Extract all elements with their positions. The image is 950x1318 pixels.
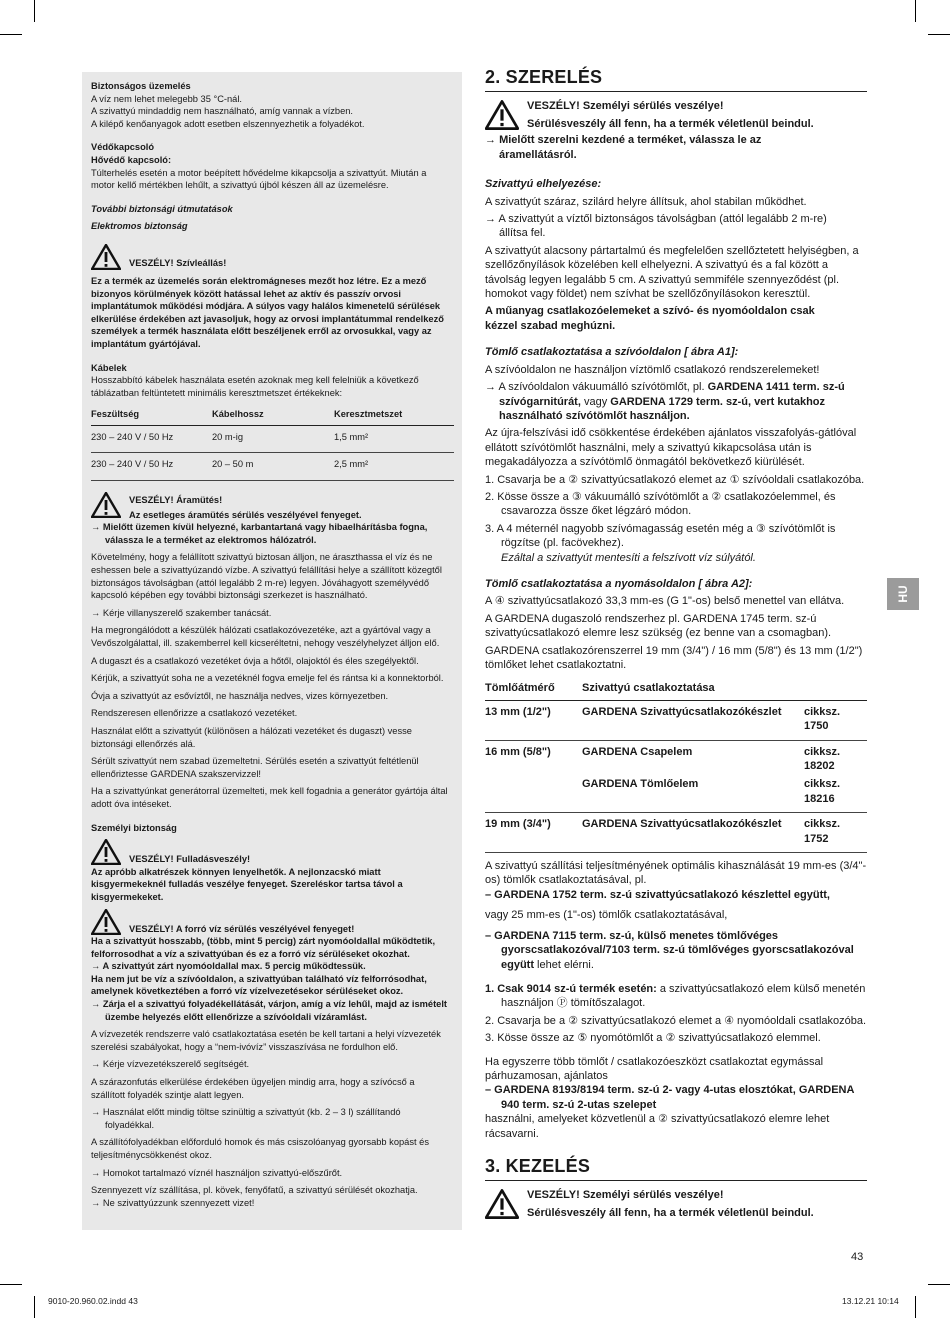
- arrow-item: → Ne szivattyúzzunk szennyezett vizet!: [91, 1197, 255, 1208]
- paragraph: Szennyezett víz szállítása, pl. kövek, fenyőfatű, a szivattyú sérülését okozhatja.: [91, 1185, 418, 1196]
- warning-block: [91, 909, 451, 936]
- warning-triangle-icon: [91, 244, 121, 270]
- table-cell: 230 – 240 V / 50 Hz: [91, 425, 212, 453]
- table-cell: 2,5 mm²: [334, 453, 454, 481]
- warning-triangle-icon: [91, 839, 121, 865]
- arrow-right-icon: →: [91, 1059, 103, 1070]
- footer-file-info: 9010-20.960.02.indd 43: [48, 1296, 138, 1306]
- warning-block: [91, 839, 451, 866]
- section-title: Szivattyú elhelyezése:: [485, 178, 602, 191]
- table-row: [91, 425, 454, 453]
- right-column: [485, 67, 867, 1222]
- numbered-item: 1. Csavarja be a ② szivattyúcsatlakozó elemet az ① szívóoldali csatlakozóba.: [485, 473, 865, 486]
- hose-connection-table: [485, 678, 867, 853]
- paragraph: vagy 25 mm-es (1"-os) tömlők csatlakoztatásával,: [485, 909, 728, 922]
- arrow-right-icon: →: [91, 1167, 103, 1178]
- table-header: Feszültség: [91, 404, 212, 425]
- table-header: Szivattyú csatlakoztatása: [582, 678, 867, 700]
- warning-block: [91, 492, 451, 521]
- warning-block: [485, 1187, 867, 1222]
- table-cell: [485, 773, 582, 812]
- text-line: A kilépő kenőanyagok adott esetben elszennyezhetik a folyadékot.: [91, 118, 365, 129]
- table-row: [485, 700, 867, 740]
- paragraph: Túlterhelés esetén a motor beépített hővédelme kikapcsolja a szivattyút. Miután a motor kellő mértékben lehűlt, a szivattyú újból készen áll az üzemelésre.: [91, 167, 427, 191]
- table-cell: 16 mm (5/8"): [485, 745, 551, 758]
- arrow-right-icon: →: [91, 522, 103, 533]
- paragraph: használni, amelyeket közvetlenül a ② szivattyúcsatlakozó elemre lehet rácsavarni.: [485, 1113, 830, 1140]
- warning-body: Ha a szivattyút hosszabb, (több, mint 5 percig) zárt nyomóoldallal működtetik, felforrosodhat a víz a szivattyúban és ez a forró víz sérüléseket okozhat.: [91, 936, 436, 959]
- paragraph: Óvja a szivattyút az esővíztől, ne használja nedves, vizes környezetben.: [91, 690, 389, 701]
- paragraph: A dugaszt és a csatlakozó vezetéket óvja a hőtől, olajoktól és éles szegélyektől.: [91, 655, 419, 666]
- table-row: [91, 453, 454, 481]
- paragraph: A szívóoldalon ne használjon víztömlő csatlakozó rendszerelemeket!: [485, 363, 820, 376]
- table-row: [485, 740, 867, 773]
- crop-mark: [915, 0, 916, 22]
- paragraph: A szárazonfutás elkerülése érdekében ügyeljen mindig arra, hogy a szívócső a szállított folyadék szintje alatt legyen.: [91, 1077, 415, 1100]
- arrow-item: → Zárja el a szivattyú folyadékellátását, várjon, amíg a víz lehűl, majd az ismételt üzembe helyezés előtt ellenőrizze a szívóoldali vízáramlást.: [91, 999, 448, 1022]
- page-number: 43: [851, 1251, 864, 1263]
- table-row: [485, 813, 867, 853]
- paragraph: A szivattyú szállítási teljesítményének optimális kihasználását 19 mm-es (3/4"-os) tömlők csatlakoztatásával, pl.: [485, 860, 867, 887]
- arrow-item: → Homokot tartalmazó víznél használjon szivattyú-előszűrőt.: [91, 1167, 343, 1178]
- arrow-right-icon: →: [91, 961, 103, 972]
- paragraph: A szivattyút száraz, szilárd helyre állítsuk, ahol stabilan működhet.: [485, 195, 807, 208]
- paragraph: Rendszeresen ellenőrizze a csatlakozó vezetéket.: [91, 708, 298, 719]
- crop-mark: [915, 1296, 916, 1318]
- numbered-item: 3. A 4 méternél nagyobb szívómagasság esetén még a ③ szívótömlőt is rögzítse (pl. facövekhez).: [485, 522, 836, 550]
- arrow-right-icon: →: [91, 1107, 103, 1118]
- warning-triangle-icon: [485, 1189, 519, 1219]
- numbered-item: 3. Kösse össze az ⑤ nyomótömlőt a ② szivattyúcsatlakozó elemmel.: [485, 1032, 821, 1045]
- crop-mark: [0, 34, 22, 35]
- arrow-right-icon: →: [91, 1197, 103, 1208]
- language-tab: [887, 578, 919, 610]
- arrow-item: → Használat előtt mindig töltse szinültig a szivattyút (kb. 2 – 3 l) szállítandó folyadékkal.: [91, 1107, 401, 1130]
- paragraph: Sérült szivattyút nem szabad üzemeltetni. Sérülés esetén a szivattyút feltétlenül ellenőriztesse GARDENA szakszervizzel!: [91, 756, 419, 779]
- table-cell: cikksz. 1750: [804, 700, 867, 740]
- subsection-title: Hővédő kapcsoló:: [91, 154, 172, 165]
- paragraph: A műanyag csatlakozóelemeket a szívó- és nyomóoldalon csak kézzel szabad meghúzni.: [485, 305, 815, 332]
- paragraph: A szivattyút alacsony pártartalmú és megfelelően szellőztetett helyiségben, a szellőzőnyílások közelében kell elhelyezni. A szivattyú és a fal között a távolság legyen legalább 5 cm. A szivattyú semmiféle szennyeződést (pl. homokot vagy földet) nem szívhat be szellőzőnyílásokon keresztül.: [485, 244, 859, 301]
- table-header-row: [91, 404, 454, 425]
- warning-line: Sérülésveszély áll fenn, ha a termék véletlenül beindul.: [527, 1206, 814, 1219]
- table-header: Kábelhossz: [212, 404, 334, 425]
- numbered-item: 2. Kösse össze a ③ vákuumálló szívótömlőt a ② csatlakozóelemmel, és csavarozza össze őket légzáró módon.: [485, 490, 836, 518]
- paragraph: Követelmény, hogy a felállított szivattyú biztosan álljon, ne áraszthassa el víz és ne eshessen bele a szivattyúzandó vízbe. A szivattyú felállítási helye a szállított közegtől biztonságos távolságban (attól legalább 2 m-re) legyen. Jóváhagyott személyvédő kapcsoló képében egy további biztonsági szerkezet is használható.: [91, 552, 442, 601]
- paragraph: Kérjük, a szivattyút soha ne a vezetéknél fogva emelje fel és rántsa ki a konnektorból.: [91, 673, 444, 684]
- warning-block: [485, 98, 867, 133]
- dash-item: – GARDENA 7115 term. sz-ú, külső menetes tömlővéges gyorscsatlakozóval/7103 term. sz-ú tömlővéges gyorscsatlakozóval együtt lehet elérni.: [485, 929, 854, 971]
- table-cell: GARDENA Tömlőelem: [582, 773, 804, 812]
- arrow-item: → Mielőtt üzemen kívül helyezné, karbantartaná vagy hibaelhárításba fogna, válassza le a terméket az elektromos hálózatról.: [91, 522, 428, 545]
- numbered-item: 2. Csavarja be a ② szivattyúcsatlakozó elemet a ④ nyomóoldali csatlakozóba.: [485, 1014, 867, 1027]
- section-title: További biztonsági útmutatások: [91, 203, 233, 214]
- warning-title: VESZÉLY! Személyi sérülés veszélye!: [527, 100, 724, 113]
- warning-block: [91, 244, 451, 270]
- table-cell: GARDENA Csapelem: [582, 745, 693, 758]
- chapter-heading: 2. SZERELÉS: [485, 67, 603, 87]
- arrow-item: → A szívóoldalon vákuumálló szívótömlőt, pl. GARDENA 1411 term. sz-ú szívógarnitúrát, vagy GARDENA 1729 term. sz-ú, vert kutakhoz használható szívótömlőt használjon.: [485, 381, 845, 422]
- section-title: Biztonságos üzemelés: [91, 81, 191, 91]
- warning-body: Ha nem jut be víz a szívóoldalon, a szivattyúban található víz felforrósodhat, amelynek következtében a forró víz vízelvezetésekor sérüléseket okoz.: [91, 973, 427, 997]
- section-title: Védőkapcsoló: [91, 142, 155, 153]
- section-title: Tömlő csatlakoztatása a szívóoldalon [ ábra A1]:: [485, 346, 739, 359]
- arrow-item: → A szivattyút zárt nyomóoldallal max. 5 percig működtessük.: [91, 961, 366, 972]
- arrow-item: → A szivattyút a víztől biztonságos távolságban (attól legalább 2 m-re) állítsa fel.: [485, 213, 827, 240]
- chapter-heading: 3. KEZELÉS: [485, 1155, 591, 1176]
- dash-item: – GARDENA 8193/8194 term. sz-ú 2- vagy 4-utas elosztókat, GARDENA 940 term. sz-ú 2-utas szelepet: [485, 1084, 855, 1111]
- crop-mark: [928, 1284, 950, 1285]
- crop-mark: [0, 1284, 22, 1285]
- table-header-row: [485, 678, 867, 700]
- warning-triangle-icon: [485, 100, 519, 130]
- warning-title: VESZÉLY! Személyi sérülés veszélye!: [527, 1189, 724, 1202]
- warning-line: Az esetleges áramütés sérülés veszélyével fenyeget.: [129, 509, 362, 520]
- paragraph: A szállítófolyadékban előforduló homok és más csiszolóanyag gyorsabb kopást és teljesítménycsökkenést okoz.: [91, 1137, 429, 1160]
- warning-body: Az apróbb alkatrészek könnyen lenyelhetők. A nejlonzacskó miatt kisgyermekeknél fulladás veszélye fenyeget. Szereléskor tartsa távol a kisgyermekeket.: [91, 866, 403, 902]
- table-cell: 1,5 mm²: [334, 425, 454, 453]
- text-line: A víz nem lehet melegebb 35 °C-nál.: [91, 93, 243, 104]
- text-line: A szivattyú mindaddig nem használható, amíg vannak a vízben.: [91, 106, 354, 117]
- table-cell: cikksz. 1752: [804, 813, 867, 853]
- language-tab-label: HU: [896, 585, 910, 603]
- warning-title: VESZÉLY! Áramütés!: [129, 495, 223, 506]
- table-row: [485, 773, 867, 812]
- cable-table: [91, 404, 454, 481]
- note: Ezáltal a szivattyút mentesíti a felszívott víz súlyától.: [501, 551, 756, 564]
- crop-mark: [34, 0, 35, 22]
- paragraph: Ha a szivattyúnkat generátorral üzemelteti, mek kell fogadnia a generátor gyártója által adott óva intéseket.: [91, 786, 448, 809]
- numbered-item: 1. Csak 9014 sz-ú termék esetén: a szivattyúcsatlakozó elem külső menetén használjon Ⓟ tömítőszalagot.: [485, 982, 866, 1010]
- paragraph: Ha megrongálódott a készülék hálózati csatlakozóvezetéke, azt a gyártóval vagy a Vevőszolgálattal, ill. szakemberrel kell kicseréltetni, nehogy veszélyhelyzet álljon elő.: [91, 625, 440, 648]
- warning-body: Ez a termék az üzemelés során elektromágneses mezőt hoz létre. Ez a mező bizonyos körülmények között hatással lehet az aktív és passzív orvosi implantátumok működési módjára. A súlyos vagy halálos kimenetelű sérülések elkerülése érdekében azt javasoljuk, hogy az orvosi implantátummal rendelkező személyek a termék használata előtt beszéljenek erről az orvosukkal, vagy az implantátum gyártójával.: [91, 275, 444, 349]
- paragraph: A vízvezeték rendszerre való csatlakoztatása esetén be kell tartani a helyi vízvezeték szerelési szabályokat, hogy a “nem-ivóvíz” visszaszívása ne fordulhon elő.: [91, 1029, 441, 1052]
- table-cell: cikksz. 18202: [804, 745, 841, 773]
- section-title: Kábelek: [91, 362, 127, 373]
- paragraph: A ④ szivattyúcsatlakozó 33,3 mm-es (G 1"-os) belső menettel van ellátva.: [485, 595, 845, 608]
- section-title: Tömlő csatlakoztatása a nyomásoldalon [ ábra A2]:: [485, 577, 753, 590]
- dash-item: – GARDENA 1752 term. sz-ú szivattyúcsatlakozó készlettel együtt,: [485, 888, 830, 901]
- table-header: Tömlőátmérő: [485, 678, 582, 700]
- arrow-right-icon: →: [91, 999, 103, 1010]
- table-cell: cikksz. 18216: [804, 773, 867, 812]
- table-cell: 20 – 50 m: [212, 453, 334, 481]
- footer-timestamp: 13.12.21 10:14: [842, 1296, 899, 1306]
- paragraph: Hosszabbító kábelek használata esetén azoknak meg kell felelniük a következő táblázatban feltüntetett minimális keresztmetszet értékeknek:: [91, 375, 419, 398]
- warning-title: VESZÉLY! Fulladásveszély!: [129, 854, 251, 865]
- table-header: Keresztmetszet: [334, 404, 454, 425]
- left-column: [91, 80, 451, 1209]
- arrow-right-icon: →: [91, 607, 103, 618]
- subsection-title: Elektromos biztonság: [91, 221, 188, 232]
- arrow-right-icon: →: [485, 213, 499, 226]
- warning-triangle-icon: [91, 909, 121, 935]
- table-cell: 20 m-ig: [212, 425, 334, 453]
- crop-mark: [928, 34, 950, 35]
- paragraph: A GARDENA dugaszoló rendszerhez pl. GARDENA 1745 term. sz-ú szivattyúcsatlakozó elemre lesz szükség (ez benne van a csomagban).: [485, 612, 832, 640]
- section-title: Személyi biztonság: [91, 822, 177, 833]
- warning-line: Sérülésveszély áll fenn, ha a termék véletlenül beindul.: [527, 117, 814, 130]
- warning-title: VESZÉLY! Szívleállás!: [129, 257, 227, 268]
- arrow-item: → Kérje villanyszerelő szakember tanácsát.: [91, 607, 272, 618]
- crop-mark: [34, 1296, 35, 1318]
- table-cell: 19 mm (3/4"): [485, 813, 582, 853]
- paragraph: Használat előtt a szivattyút (különösen a hálózati vezetéket és dugaszt) vesse biztonsági ellenőrzés alá.: [91, 725, 412, 749]
- table-cell: GARDENA Szivattyúcsatlakozókészlet: [582, 813, 804, 853]
- paragraph: GARDENA csatlakozórenszerrel 19 mm (3/4") / 16 mm (5/8") és 13 mm (1/2") tömlőket lehet csatlakoztatni.: [485, 644, 863, 671]
- paragraph: Az újra-felszívási idő csökkentése érdekében ajánlatos visszafolyás-gátlóval ellátott szívótömlőt használni, mely a szivattyú kikapcsolása után is megakadályozza a szívótömlő önmagától bekövetkező kiürülését.: [485, 427, 857, 469]
- warning-triangle-icon: [91, 492, 121, 518]
- table-cell: 13 mm (1/2"): [485, 700, 582, 740]
- arrow-item: → Mielőtt szerelni kezdené a terméket, válassza le az áramellátásról.: [485, 134, 762, 161]
- table-cell: GARDENA Szivattyúcsatlakozókészlet: [582, 700, 804, 740]
- paragraph: Ha egyszerre több tömlőt / csatlakozóeszközt csatlakoztat egymással párhuzamosan, ajánlatos: [485, 1055, 824, 1082]
- table-cell: 230 – 240 V / 50 Hz: [91, 453, 212, 481]
- arrow-right-icon: →: [485, 381, 499, 394]
- warning-title: VESZÉLY! A forró víz sérülés veszélyével fenyeget!: [129, 923, 355, 934]
- arrow-right-icon: →: [485, 134, 500, 147]
- arrow-item: → Kérje vízvezetékszerelő segítségét.: [91, 1059, 250, 1070]
